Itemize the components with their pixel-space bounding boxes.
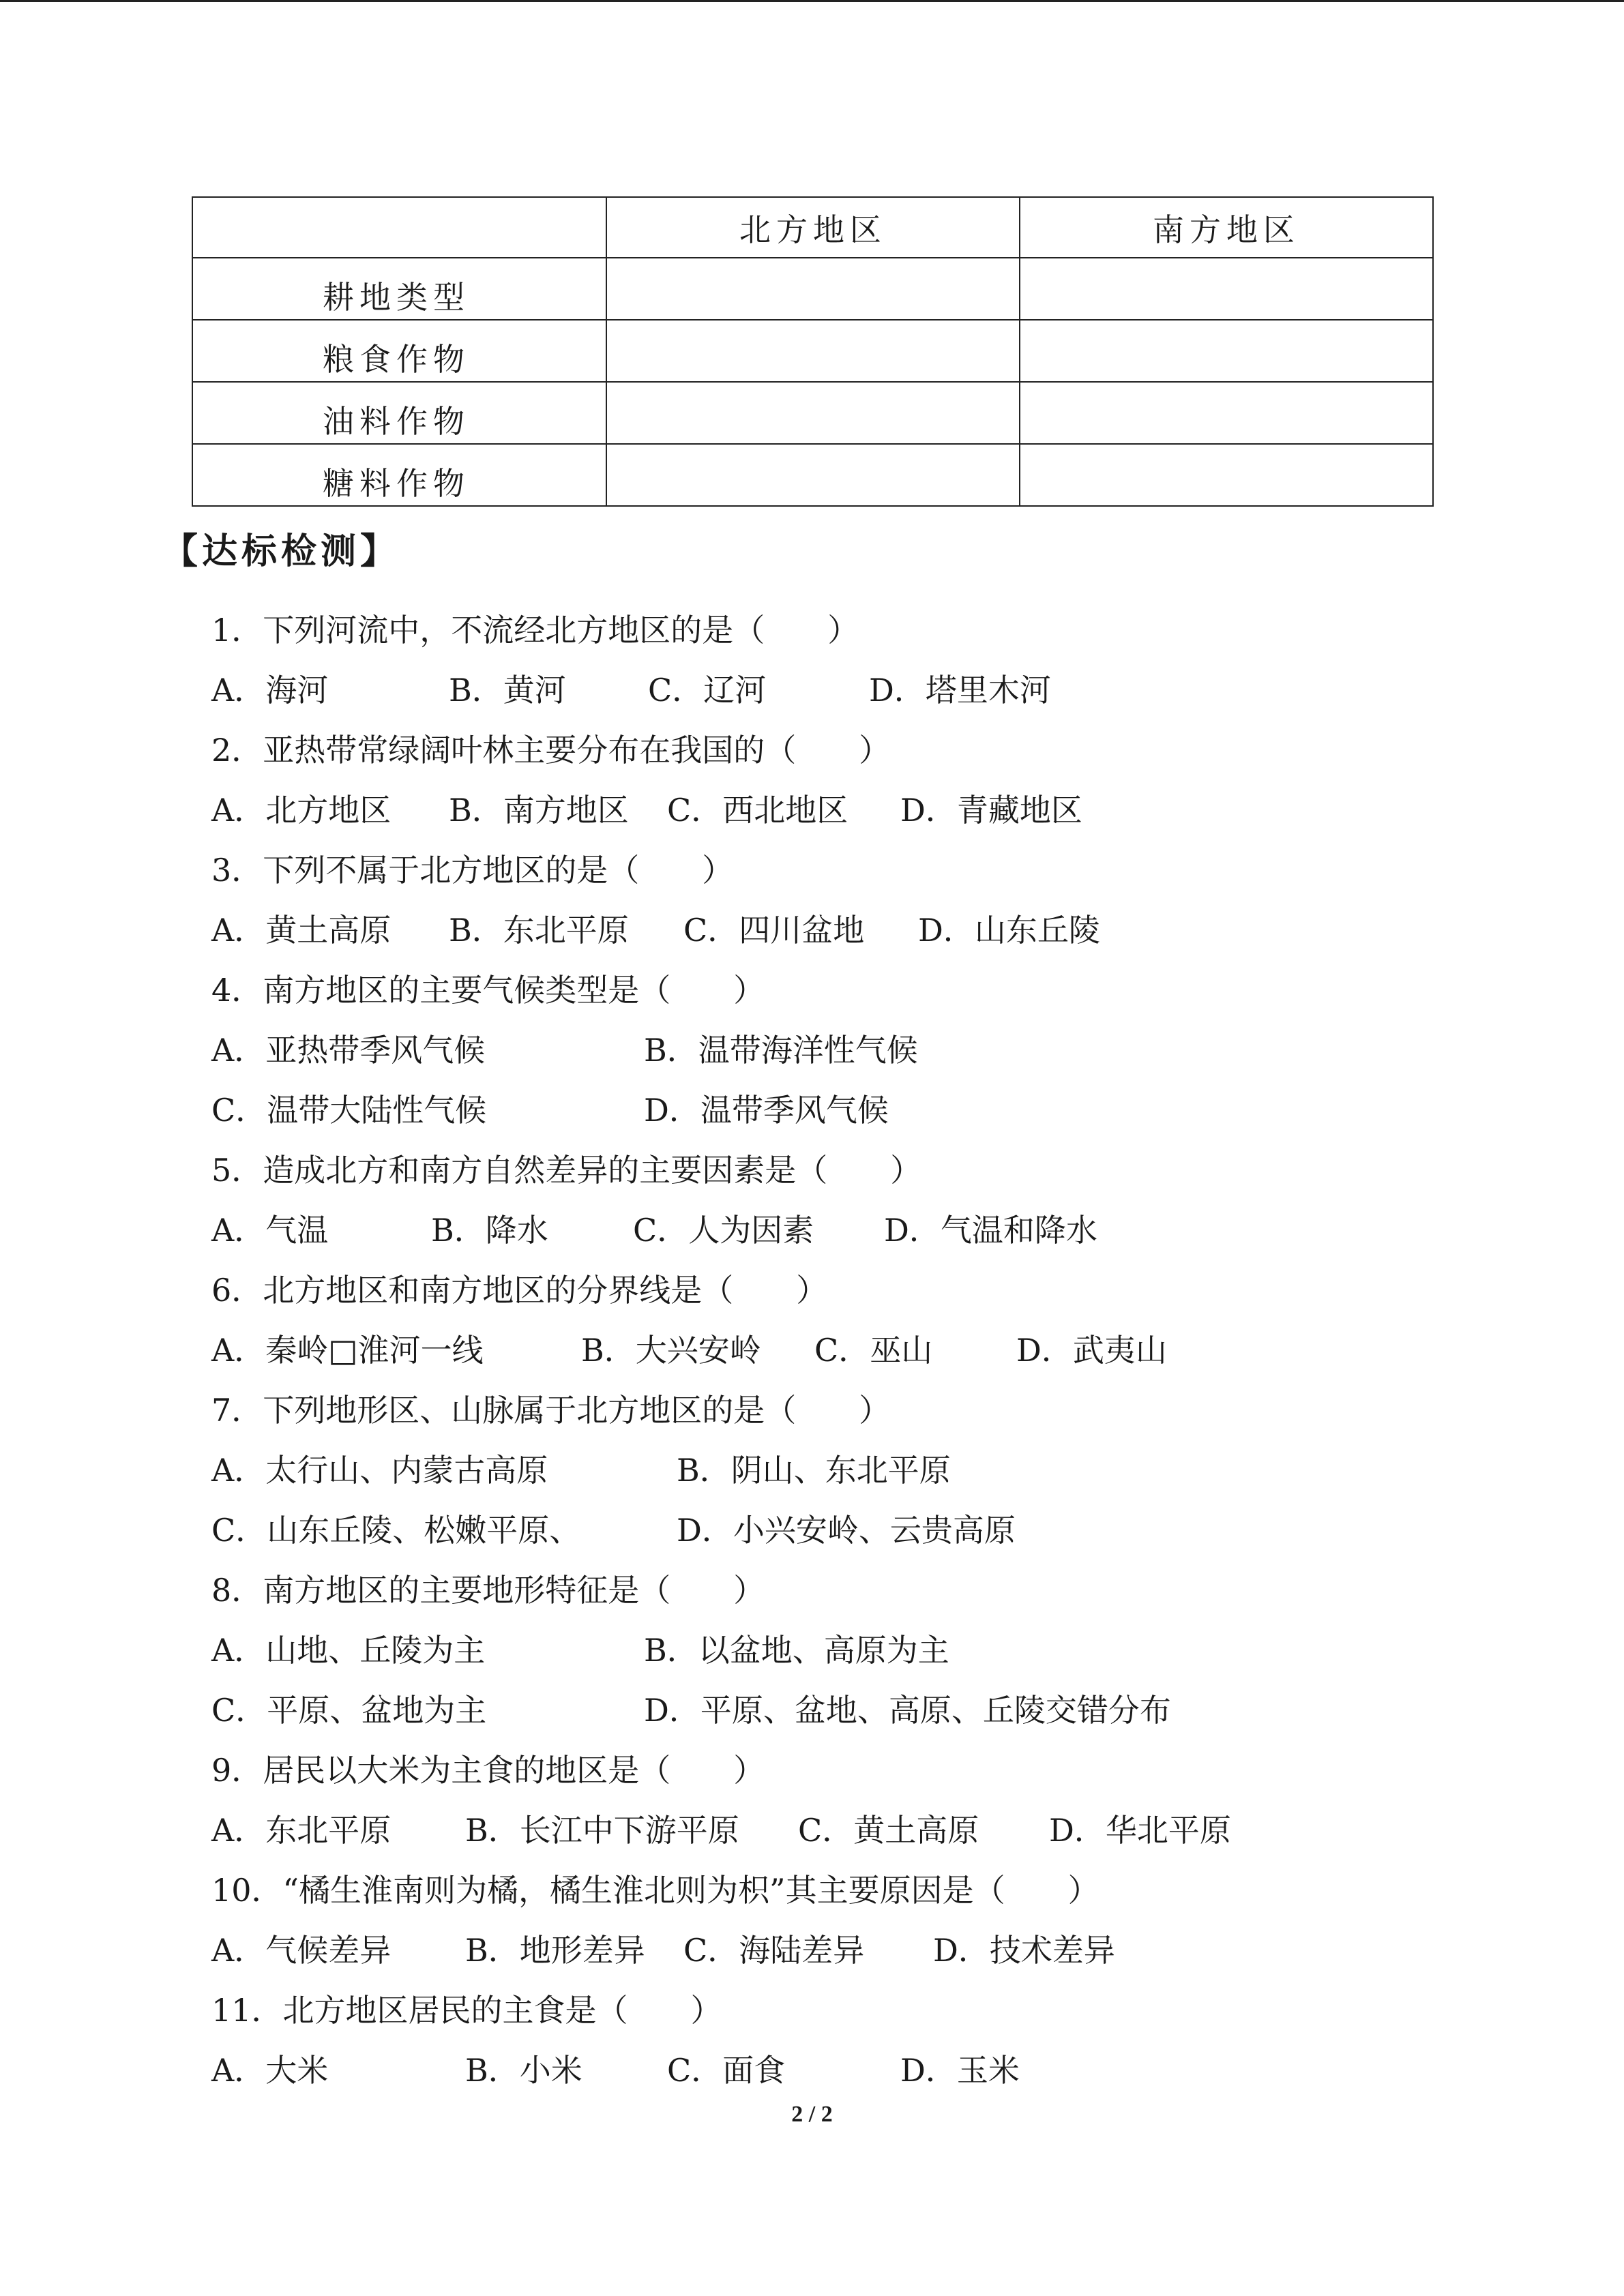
question-list xyxy=(211,600,1507,2100)
option-row xyxy=(211,1200,1507,1260)
option-row xyxy=(211,1320,1507,1380)
question-text: 7．下列地形区、山脉属于北方地区的是（ ） xyxy=(211,1392,891,1429)
option-b[interactable]: B．温带海洋性气候 xyxy=(644,1032,918,1069)
answer-cell-north[interactable] xyxy=(606,258,1020,320)
question-stem xyxy=(211,1980,1507,2040)
option-row xyxy=(211,1680,1507,1740)
row-label-cropland: 耕地类型 xyxy=(192,258,606,320)
question-text: 8．南方地区的主要地形特征是（ ） xyxy=(211,1572,765,1609)
option-b[interactable]: B．东北平原 xyxy=(449,912,629,949)
table-row xyxy=(192,258,1433,320)
table-row xyxy=(192,382,1433,444)
answer-cell-south[interactable] xyxy=(1020,444,1433,506)
option-a[interactable]: A．黄土高原 xyxy=(211,912,392,949)
row-label-oil: 油料作物 xyxy=(192,382,606,444)
option-b[interactable]: B．小米 xyxy=(465,2052,582,2089)
question-text: 4．南方地区的主要气候类型是（ ） xyxy=(211,972,765,1009)
comparison-table xyxy=(192,196,1434,507)
option-a[interactable]: A．东北平原 xyxy=(211,1812,392,1849)
question-stem xyxy=(211,1380,1507,1440)
question-stem xyxy=(211,1140,1507,1200)
option-c[interactable]: C．巫山 xyxy=(814,1332,933,1369)
table-row xyxy=(192,320,1433,382)
option-d[interactable]: D．华北平原 xyxy=(1049,1812,1231,1849)
option-row xyxy=(211,1920,1507,1980)
option-row xyxy=(211,780,1507,840)
table-header-south: 南方地区 xyxy=(1020,197,1433,258)
question-text: 5．造成北方和南方自然差异的主要因素是（ ） xyxy=(211,1152,922,1189)
option-a[interactable]: A．太行山、内蒙古高原 xyxy=(211,1452,548,1489)
option-b[interactable]: B．南方地区 xyxy=(449,792,629,829)
answer-cell-south[interactable] xyxy=(1020,382,1433,444)
answer-cell-north[interactable] xyxy=(606,444,1020,506)
option-row xyxy=(211,1080,1507,1140)
option-row xyxy=(211,1500,1507,1560)
table-header-row xyxy=(192,197,1433,258)
row-label-grain: 粮食作物 xyxy=(192,320,606,382)
option-row xyxy=(211,2040,1507,2100)
answer-cell-south[interactable] xyxy=(1020,320,1433,382)
question-text: 1．下列河流中，不流经北方地区的是（ ） xyxy=(211,612,859,648)
option-b[interactable]: B．黄河 xyxy=(449,672,566,709)
option-row xyxy=(211,660,1507,720)
option-c[interactable]: C．西北地区 xyxy=(667,792,848,829)
option-row xyxy=(211,1440,1507,1500)
question-stem xyxy=(211,720,1507,780)
table-row xyxy=(192,444,1433,506)
option-b[interactable]: B．降水 xyxy=(431,1212,548,1249)
answer-cell-south[interactable] xyxy=(1020,258,1433,320)
option-d[interactable]: D．塔里木河 xyxy=(869,672,1051,709)
question-text: 10．“橘生淮南则为橘，橘生淮北则为枳”其主要原因是（ ） xyxy=(211,1872,1099,1909)
question-stem xyxy=(211,600,1507,660)
question-text: 2．亚热带常绿阔叶林主要分布在我国的（ ） xyxy=(211,732,891,769)
option-b[interactable]: B．地形差异 xyxy=(465,1932,645,1969)
option-row xyxy=(211,1800,1507,1860)
question-stem xyxy=(211,1260,1507,1320)
option-b[interactable]: B．长江中下游平原 xyxy=(465,1812,739,1849)
question-text: 3．下列不属于北方地区的是（ ） xyxy=(211,852,734,889)
option-c[interactable]: C．温带大陆性气候 xyxy=(211,1092,487,1129)
option-d[interactable]: D．平原、盆地、高原、丘陵交错分布 xyxy=(644,1692,1171,1729)
option-c[interactable]: C．山东丘陵、松嫩平原、 xyxy=(211,1512,581,1549)
option-a[interactable]: A．山地、丘陵为主 xyxy=(211,1632,486,1669)
option-c[interactable]: C．黄土高原 xyxy=(798,1812,979,1849)
page-top-border xyxy=(0,0,1624,2)
option-row xyxy=(211,900,1507,960)
option-d[interactable]: D．小兴安岭、云贵高原 xyxy=(677,1512,1016,1549)
option-b[interactable]: B．阴山、东北平原 xyxy=(677,1452,951,1489)
section-title: 【达标检测】 xyxy=(162,531,400,572)
question-stem xyxy=(211,1860,1507,1920)
option-a[interactable]: A．海河 xyxy=(211,672,329,709)
answer-cell-north[interactable] xyxy=(606,320,1020,382)
option-c[interactable]: C．辽河 xyxy=(648,672,767,709)
option-c[interactable]: C．平原、盆地为主 xyxy=(211,1692,487,1729)
question-text: 9．居民以大米为主食的地区是（ ） xyxy=(211,1752,765,1789)
table-header-empty xyxy=(192,197,606,258)
question-text: 11．北方地区居民的主食是（ ） xyxy=(211,1992,722,2029)
option-d[interactable]: D．武夷山 xyxy=(1016,1332,1167,1369)
option-b[interactable]: B．大兴安岭 xyxy=(581,1332,761,1369)
answer-cell-north[interactable] xyxy=(606,382,1020,444)
option-d[interactable]: D．玉米 xyxy=(900,2052,1020,2089)
option-c[interactable]: C．海陆差异 xyxy=(683,1932,865,1969)
option-a[interactable]: A．气候差异 xyxy=(211,1932,392,1969)
question-stem xyxy=(211,840,1507,900)
question-stem xyxy=(211,960,1507,1020)
option-a[interactable]: A．大米 xyxy=(211,2052,329,2089)
option-d[interactable]: D．技术差异 xyxy=(933,1932,1115,1969)
option-row xyxy=(211,1620,1507,1680)
option-d[interactable]: D．青藏地区 xyxy=(900,792,1082,829)
option-d[interactable]: D．山东丘陵 xyxy=(918,912,1100,949)
question-stem xyxy=(211,1740,1507,1800)
option-a[interactable]: A．北方地区 xyxy=(211,792,392,829)
option-c[interactable]: C．四川盆地 xyxy=(683,912,865,949)
option-c[interactable]: C．人为因素 xyxy=(633,1212,814,1249)
question-stem xyxy=(211,1560,1507,1620)
option-d[interactable]: D．气温和降水 xyxy=(884,1212,1097,1249)
option-a[interactable]: A．气温 xyxy=(211,1212,329,1249)
row-label-sugar: 糖料作物 xyxy=(192,444,606,506)
option-a[interactable]: A．秦岭□淮河一线 xyxy=(211,1332,484,1369)
question-text: 6．北方地区和南方地区的分界线是（ ） xyxy=(211,1272,828,1309)
table-header-north: 北方地区 xyxy=(606,197,1020,258)
option-a[interactable]: A．亚热带季风气候 xyxy=(211,1032,486,1069)
option-b[interactable]: B．以盆地、高原为主 xyxy=(644,1632,949,1669)
option-row xyxy=(211,1020,1507,1080)
option-c[interactable]: C．面食 xyxy=(667,2052,786,2089)
option-d[interactable]: D．温带季风气候 xyxy=(644,1092,889,1129)
page-number: 2 / 2 xyxy=(791,2102,833,2127)
